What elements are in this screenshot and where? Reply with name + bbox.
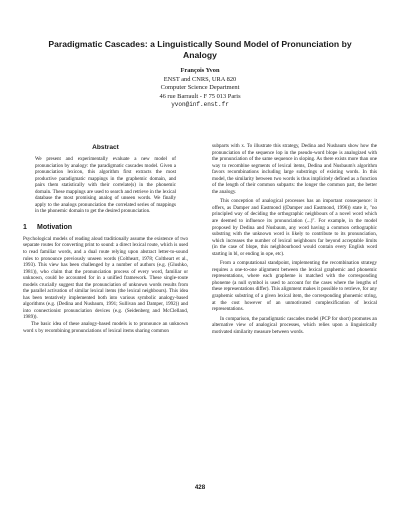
body-paragraph: From a computational standpoint, implementing the recombination strategy requires a one-to-one alignment between the lexical graphemic and phonemic representations, where each grapheme is matched with the corresponding phoneme (a null symbol is used to account for the cases where the lengths of these representations differ). This alignment makes it possible to retrieve, for any graphemic substring of a given lexical item, the corresponding phonemic string, at the cost however of an unmotivated complexification of lexical representations. <box>212 260 377 313</box>
page-number: 428 <box>194 484 206 491</box>
section-number: 1 <box>23 223 27 231</box>
affiliation-line: 46 rue Barrault - F 75 013 Paris <box>159 92 241 100</box>
author-block <box>100 67 300 110</box>
body-paragraph: Psychological models of reading aloud traditionally assume the existence of two separate routes for converting print to sound: a direct lexical route, which is used to read familiar words, and a dual route relying upon abstract letter-to-sound rules to pronounce previously unseen words (Coltheart, 1978; Coltheart et al., 1993). This view has been challenged by a number of authors (e.g. (Glushko, 1981)), who claim that the pronunciation process of every word, familiar or unknown, could be accounted for in a unified framework. These single-route models crucially suggest that the pronunciation of unknown words results from the parallel activation of similar lexical items (the lexical neighbours). This idea has been tentatively implemented both into various symbolic analogy-based algorithms (e.g. (Dedina and Nusbaum, 1991; Sullivan and Damper, 1992)) and into connectionist pronunciation devices (e.g. (Seidenberg and McClelland, 1989)). <box>23 235 188 321</box>
right-column <box>212 143 377 335</box>
body-paragraph: This conception of analogical processes has an important consequence: it offers, as Damper and Eastmond ((Damper and Eastmond, 1996)) state it, "no principled way of deciding the orthographic neighbours of a novel word which are deemed to influence its pronunciation (...)". For example, in the model proposed by Dedina and Nusbaum, any word having a common orthographic substring with the unknown word is likely to contribute to its pronunciation, which increases the number of lexical neighbours far beyond acceptable limits (in the case of blope, this neighbourhood would contain every English word starting in bl, or ending in ope, etc). <box>212 198 377 257</box>
left-column <box>23 143 188 334</box>
affiliation-line: Computer Science Department <box>160 84 240 92</box>
author-name: François Yvon <box>180 67 220 74</box>
paper-title: Paradigmatic Cascades: a Linguistically Sound Model of Pronunciation by Analogy <box>48 39 352 60</box>
abstract-text: We present and experimentally evaluate a new model of pronunciation by analogy: the paradigmatic cascades model. Given a pronunciation lexicon, this algorithm first extracts the most productive paradigmatic mappings in the graphemic domain, and pairs them statistically with their correlate(s) in the phonemic domain. These mappings are used to search and retrieve in the lexical database the most promising analog of unseen words. We finally apply to the analogs pronunciation the correlated series of mappings in the phonemic domain to get the desired pronunciation. <box>35 156 176 215</box>
section-title: Motivation <box>37 223 72 231</box>
body-paragraph: In comparison, the paradigmatic cascades model (PCP for short) promotes an alternative view of analogical processes, which relies upon a linguistically motivated similarity measure between words. <box>212 315 377 335</box>
author-email: yvon@inf.enst.fr <box>171 101 229 109</box>
body-paragraph: subparts with x. To illustrate this strategy, Dedina and Nusbaum show how the pronunciation of the sequence lop in the pseudo-word blope is analogized with the pronunciation of the same sequence in sloping. As there exists more than one way to recombine segments of lexical items, Dedina and Nusbaum's algorithm favors recombinations including large substrings of existing words. In this model, the similarity between two words is thus implicitely defined as a function of the length of their common subparts: the longer the common part, the better the analogy. <box>212 143 377 195</box>
abstract-heading: Abstract <box>92 144 119 151</box>
affiliation-line: ENST and CNRS, URA 820 <box>163 75 237 83</box>
section-heading <box>23 223 188 232</box>
body-paragraph: The basic idea of these analogy-based models is to pronounce an unknown word x by recombining pronunciations of lexical items sharing common <box>23 321 188 334</box>
